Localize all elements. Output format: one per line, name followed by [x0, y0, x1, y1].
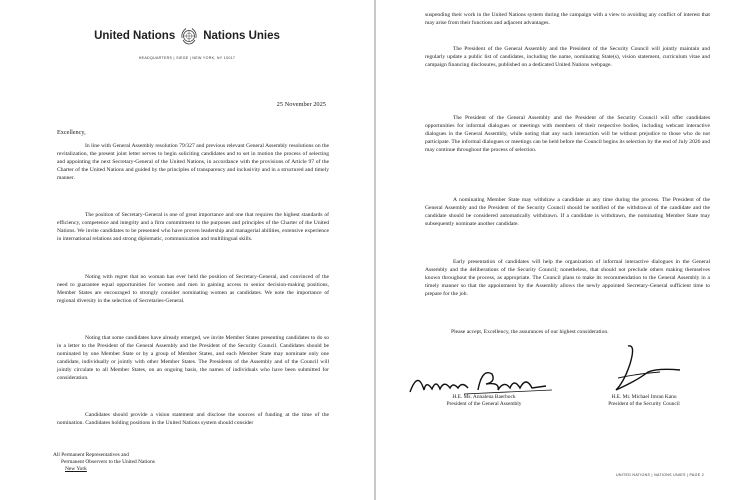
- signatory-title: President of the General Assembly: [446, 401, 522, 408]
- paragraph: Noting that some candidates have already emerged, we invite Member States presenting candidates to do so in a letter to the President of the General Assembly and the President of the Security Council. Candidates should be nominated by one Member State or by a group of Member States, and each Member State may nominate only one candidate, individually or jointly with other Member States. The Presidents of the Assembly and of the Council will jointly circulate to all Member States, on an ongoing basis, the names of individuals who have been submitted for consideration.: [57, 335, 329, 381]
- org-name-fr: Nations Unies: [203, 30, 280, 42]
- closing-line: Please accept, Excellency, the assurances of our highest consideration.: [451, 329, 609, 335]
- salutation: Excellency,: [57, 129, 86, 136]
- signatory-title: President of the Security Council: [608, 401, 680, 408]
- paragraph: In line with General Assembly resolution 79/327 and previous relevant General Assembly resolutions on the revitalization, the present joint letter serves to begin soliciting candidates and to set in motion the process of selecting and appointing the next Secretary-General of the United Nations, in accordance with the provisions of Article 97 of the Charter of the United Nations and guided by the principles of transparency and inclusivity and in a structured and timely manner.: [57, 143, 329, 181]
- letterhead-address: HEADQUARTERS | SIEGE | NEW YORK, NY 10017: [138, 56, 236, 60]
- paragraph: The President of the General Assembly and the President of the Security Council will jointly maintain and regularly update a public list of candidates, including the name, nominating State(s), vision statement, curriculum vitae and campaign financing disclosures, published on a dedicated United Nations webpage.: [425, 46, 710, 68]
- paragraph: The President of the General Assembly and the President of the Security Council will offer candidates opportunities for informal dialogues or meetings with members of their respective bodies, including webcast interactive dialogues in the General Assembly, while noting that any such interaction will be without prejudice to those who do not participate. The informal dialogues or meetings can be held before the Council begins its selection by the end of July 2026 and may continue throughout the process of selection.: [425, 115, 710, 153]
- paragraph: Early presentation of candidates will help the organization of informal interactive dialogues in the General Assembly and the deliberations of the Security Council; nonetheless, that should not preclude others making themselves known throughout the process, as appropriate. The Council plans to make its recommendation to the General Assembly in a timely manner so that the appointment by the Assembly allows the newly appointed Secretary-General sufficient time to prepare for the job.: [425, 259, 710, 297]
- un-emblem-icon: [179, 26, 199, 46]
- paragraph: Noting with regret that no woman has ever held the position of Secretary-General, and convinced of the need to guarantee equal opportunities for women and men in gaining access to senior decision-making positions, Member States are encouraged to strongly consider nominating women as candidates. We note the importance of regional diversity in the selection of Secretaries-General.: [57, 274, 329, 304]
- signature-baerbock: [406, 362, 556, 398]
- addressee-line: Permanent Observers to the United Nations: [61, 459, 155, 465]
- signatory-name: H.E. Mr. Michael Imran Kanu: [611, 394, 677, 400]
- letter-page-2: [376, 0, 750, 500]
- addressee-line: All Permanent Representatives and: [53, 452, 129, 458]
- signatory-block: [424, 394, 544, 408]
- letter-page-1: [0, 0, 374, 500]
- addressee-line: New York: [65, 466, 87, 472]
- org-name-en: United Nations: [94, 30, 176, 42]
- paragraph: The position of Secretary-General is one of great importance and one that requires the highest standards of efficiency, competence and integrity and a firm commitment to the purposes and principles of the Charter of the United Nations. We invite candidates to be presented who have proven leadership and managerial abilities, extensive experience in international relations and strong diplomatic, communication and multilingual skills.: [57, 212, 329, 242]
- paragraph: suspending their work in the United Nations system during the campaign with a view to avoiding any conflict of interest that may arise from their functions and adjacent advantages.: [425, 12, 710, 26]
- signatory-block: [574, 394, 714, 408]
- page-footer: UNITED NATIONS | NATIONS UNIES | PAGE 2: [615, 473, 704, 477]
- signature-area: [376, 342, 750, 400]
- signature-kanu: [588, 342, 688, 400]
- signatory-name: H.E. Ms. Annalena Baerbock: [452, 394, 516, 400]
- letter-date: 25 November 2025: [276, 101, 326, 108]
- addressee-block: [53, 452, 155, 473]
- letterhead: [0, 26, 374, 60]
- paragraph: Candidates should provide a vision statement and disclose the sources of funding at the time of the nomination. Candidates holding positions in the United Nations system should consider: [57, 412, 329, 426]
- paragraph: A nominating Member State may withdraw a candidate at any time during the process. The President of the General Assembly and the President of the Security Council should be notified of the withdrawal of the candidate and the candidate should be considered automatically withdrawn. If a candidate is withdrawn, the nominating Member State may subsequently nominate another candidate.: [425, 197, 710, 227]
